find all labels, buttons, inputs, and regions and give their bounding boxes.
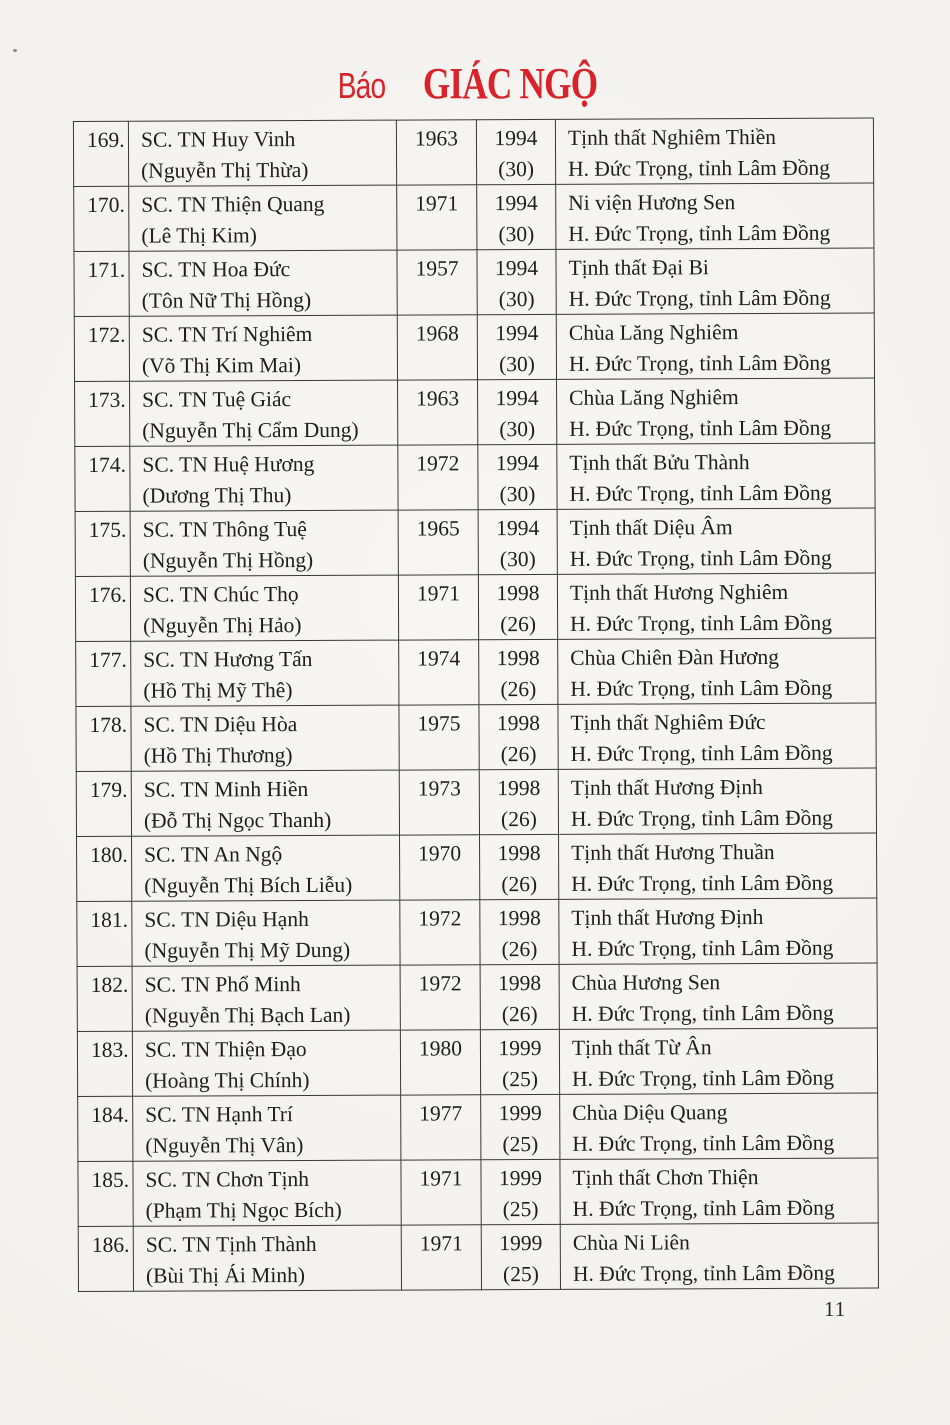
birth-year: 1980: [418, 1036, 462, 1061]
dharma-name: SC. TN Chơn Tịnh: [145, 1166, 310, 1192]
years-count: (26): [501, 871, 538, 896]
years-count: (30): [498, 286, 535, 311]
lay-name: (Nguyễn Thị Mỹ Dung): [144, 937, 351, 963]
cell-ordination-year: [478, 379, 557, 444]
ordination-year: 1999: [498, 1165, 543, 1191]
birth-year: 1971: [419, 1166, 463, 1191]
cell-birth-year: [400, 835, 480, 900]
ordination-year: 1999: [498, 1035, 542, 1061]
table-row: [76, 638, 876, 706]
temple-location: H. Đức Trọng, tỉnh Lâm Đồng: [570, 805, 833, 831]
dharma-name: SC. TN Minh Hiền: [143, 776, 309, 802]
logo-title: GIÁC NGỘ: [422, 59, 598, 108]
cell-name: [132, 965, 400, 1031]
table-row: [75, 508, 875, 576]
cell-ordinal: [76, 706, 131, 771]
table-row: [76, 768, 876, 836]
lay-name: (Dương Thị Thu): [142, 482, 292, 508]
lay-name: (Nguyễn Thị Hảo): [143, 612, 302, 638]
temple-name: Chùa Chiên Đàn Hương: [570, 644, 780, 670]
cell-birth-year: [400, 1030, 480, 1095]
cell-birth-year: [401, 1160, 481, 1225]
cell-birth-year: [399, 705, 479, 770]
temple-location: H. Đức Trọng, tỉnh Lâm Đồng: [568, 285, 831, 311]
newspaper-logo: [0, 58, 950, 109]
table-row: [78, 1158, 878, 1226]
table-row: [77, 1028, 877, 1096]
dharma-name: SC. TN Phổ Minh: [144, 972, 301, 997]
years-count: (25): [502, 1261, 539, 1286]
years-count: (25): [502, 1196, 539, 1221]
cell-name: [133, 1095, 401, 1161]
ordination-year: 1998: [498, 970, 542, 996]
scan-speck: [13, 49, 17, 52]
lay-name: (Hoàng Thị Chính): [145, 1067, 310, 1093]
table-row: [78, 1093, 878, 1161]
cell-ordination-year: [477, 249, 556, 314]
birth-year: 1970: [418, 841, 462, 866]
cell-ordinal: [77, 1031, 132, 1096]
cell-birth-year: [398, 445, 478, 510]
birth-year: 1972: [418, 906, 462, 931]
years-count: (30): [499, 481, 536, 506]
cell-temple: [558, 638, 876, 704]
ordination-year: 1994: [494, 190, 538, 216]
cell-ordinal: [73, 121, 128, 186]
ordinal-number: 175.: [88, 517, 127, 542]
cell-ordination-year: [478, 574, 557, 639]
dharma-name: SC. TN Trí Nghiêm: [141, 321, 313, 347]
temple-name: Tịnh thất Nghiêm Đức: [570, 709, 766, 735]
cell-ordinal: [74, 186, 129, 251]
ordinal-number: 171.: [87, 257, 126, 282]
lay-name: (Nguyễn Thị Hồng): [142, 547, 314, 573]
cell-temple: [556, 248, 874, 314]
years-count: (26): [501, 936, 538, 961]
years-count: (26): [501, 1001, 538, 1026]
cell-ordination-year: [480, 899, 559, 964]
lay-name: (Nguyễn Thị Vân): [145, 1132, 304, 1158]
cell-ordinal: [77, 836, 132, 901]
cell-name: [130, 380, 398, 446]
years-count: (25): [502, 1066, 539, 1091]
cell-ordinal: [78, 1096, 133, 1161]
temple-location: H. Đức Trọng, tỉnh Lâm Đồng: [571, 935, 834, 961]
dharma-name: SC. TN Tịnh Thành: [145, 1231, 317, 1257]
cell-temple: [556, 183, 874, 249]
cell-ordination-year: [478, 509, 557, 574]
cell-temple: [557, 508, 875, 574]
ordinal-number: 173.: [88, 387, 126, 412]
cell-temple: [558, 703, 876, 769]
cell-birth-year: [397, 315, 477, 380]
dharma-name: SC. TN Thiện Đạo: [144, 1037, 307, 1062]
ordinal-number: 186.: [91, 1232, 130, 1257]
cell-birth-year: [399, 640, 479, 705]
years-count: (26): [500, 741, 537, 766]
ordinal-number: 172.: [87, 322, 126, 347]
cell-birth-year: [401, 1225, 481, 1290]
table-row: [75, 573, 875, 641]
table-row: [75, 378, 875, 446]
temple-location: H. Đức Trọng, tỉnh Lâm Đồng: [568, 350, 831, 376]
cell-ordination-year: [477, 184, 556, 249]
cell-name: [131, 705, 399, 771]
birth-year: 1963: [416, 386, 460, 411]
birth-year: 1965: [416, 516, 460, 541]
temple-name: Tịnh thất Diệu Âm: [569, 515, 733, 540]
ordination-year: 1998: [496, 645, 540, 671]
ordination-year: 1998: [497, 840, 541, 866]
dharma-name: SC. TN Hoa Đức: [141, 257, 291, 282]
cell-ordinal: [75, 446, 130, 511]
lay-name: (Lê Thị Kim): [141, 222, 257, 248]
cell-ordinal: [77, 966, 132, 1031]
cell-name: [133, 1160, 401, 1226]
ordinal-number: 185.: [91, 1167, 130, 1192]
birth-year: 1975: [417, 711, 461, 736]
logo-prefix: Báo: [337, 65, 386, 106]
ordinal-number: 184.: [91, 1102, 129, 1127]
cell-ordinal: [74, 316, 129, 381]
temple-name: Chùa Lăng Nghiêm: [568, 320, 739, 345]
temple-name: Tịnh thất Chơn Thiện: [572, 1165, 759, 1190]
cell-temple: [560, 1158, 878, 1224]
lay-name: (Bùi Thị Ái Minh): [145, 1262, 306, 1288]
temple-location: H. Đức Trọng, tỉnh Lâm Đồng: [571, 1000, 834, 1026]
ordinal-number: 176.: [88, 582, 127, 607]
cell-birth-year: [401, 1095, 481, 1160]
dharma-name: SC. TN An Ngộ: [144, 842, 283, 867]
cell-ordinal: [75, 511, 130, 576]
cell-ordinal: [77, 901, 132, 966]
table-row: [77, 833, 877, 901]
cell-name: [130, 575, 398, 641]
temple-name: Tịnh thất Bửu Thành: [569, 450, 750, 475]
cell-ordination-year: [477, 314, 556, 379]
lay-name: (Nguyễn Thị Bạch Lan): [144, 1002, 351, 1028]
cell-birth-year: [398, 575, 478, 640]
ordinal-number: 183.: [90, 1037, 129, 1062]
birth-year: 1972: [416, 451, 460, 476]
cell-ordination-year: [481, 1224, 560, 1289]
ordinal-number: 170.: [87, 192, 125, 217]
cell-birth-year: [397, 250, 477, 315]
temple-name: Tịnh thất Hương Nghiêm: [569, 579, 789, 605]
dharma-name: SC. TN Diệu Hòa: [143, 712, 298, 737]
cell-name: [131, 640, 399, 706]
lay-name: (Nguyễn Thị Cẩm Dung): [142, 417, 359, 443]
cell-temple: [559, 1028, 877, 1094]
cell-ordination-year: [476, 119, 555, 184]
years-count: (30): [499, 416, 536, 441]
cell-ordination-year: [480, 964, 559, 1029]
cell-ordination-year: [481, 1159, 560, 1224]
cell-name: [133, 1225, 401, 1291]
temple-location: H. Đức Trọng, tỉnh Lâm Đồng: [570, 610, 833, 636]
cell-ordinal: [78, 1161, 133, 1226]
cell-temple: [559, 963, 877, 1029]
years-count: (30): [498, 156, 535, 181]
cell-birth-year: [396, 120, 476, 185]
cell-ordinal: [78, 1226, 133, 1291]
ordination-year: 1998: [496, 710, 541, 736]
ordinal-number: 182.: [90, 972, 129, 997]
ordination-year: 1994: [495, 385, 539, 411]
birth-year: 1971: [415, 191, 459, 216]
lay-name: (Nguyễn Thị Bích Liễu): [144, 872, 353, 898]
ordination-year: 1994: [494, 255, 539, 281]
roster-table-wrap: [73, 118, 878, 1292]
ordination-year: 1994: [494, 125, 538, 151]
temple-name: Chùa Diệu Quang: [572, 1100, 728, 1125]
cell-name: [129, 185, 397, 251]
birth-year: 1971: [419, 1231, 463, 1256]
temple-name: Tịnh thất Hương Thuần: [571, 839, 775, 865]
cell-name: [130, 510, 398, 576]
years-count: (30): [498, 221, 535, 246]
lay-name: (Phạm Thị Ngọc Bích): [145, 1197, 342, 1223]
table-row: [74, 183, 874, 251]
cell-name: [132, 900, 400, 966]
cell-name: [131, 770, 399, 836]
cell-birth-year: [400, 900, 480, 965]
page-number: 11: [824, 1297, 847, 1321]
cell-temple: [557, 443, 875, 509]
dharma-name: SC. TN Hương Tấn: [143, 646, 313, 672]
temple-location: H. Đức Trọng, tỉnh Lâm Đồng: [568, 155, 831, 181]
birth-year: 1974: [417, 646, 461, 671]
years-count: (26): [500, 806, 537, 831]
ordinal-number: 181.: [90, 907, 129, 932]
temple-location: H. Đức Trọng, tỉnh Lâm Đồng: [570, 675, 833, 701]
temple-name: Tịnh thất Hương Định: [570, 775, 763, 800]
cell-temple: [558, 768, 876, 834]
cell-name: [129, 250, 397, 316]
temple-location: H. Đức Trọng, tỉnh Lâm Đồng: [572, 1130, 835, 1156]
dharma-name: SC. TN Thông Tuệ: [142, 516, 307, 542]
cell-ordination-year: [480, 834, 559, 899]
temple-location: H. Đức Trọng, tỉnh Lâm Đồng: [569, 545, 832, 571]
temple-name: Chùa Ni Liên: [572, 1230, 690, 1255]
ordination-year: 1998: [496, 580, 540, 606]
cell-name: [129, 315, 397, 381]
lay-name: (Nguyễn Thị Thừa): [141, 157, 309, 183]
dharma-name: SC. TN Tuệ Giác: [142, 387, 292, 412]
birth-year: 1972: [418, 971, 462, 996]
temple-name: Tịnh thất Từ Ân: [571, 1035, 712, 1060]
birth-year: 1971: [416, 581, 461, 606]
table-row: [74, 248, 874, 316]
ordination-year: 1999: [498, 1100, 542, 1126]
cell-ordinal: [75, 381, 130, 446]
cell-birth-year: [398, 380, 478, 445]
ordination-year: 1994: [496, 515, 540, 541]
table-row: [77, 898, 877, 966]
cell-ordinal: [75, 576, 130, 641]
cell-temple: [560, 1223, 878, 1289]
cell-ordination-year: [479, 639, 558, 704]
ordination-year: 1999: [499, 1230, 543, 1256]
cell-birth-year: [398, 510, 478, 575]
cell-ordination-year: [479, 769, 558, 834]
years-count: (26): [500, 676, 537, 701]
temple-name: Tịnh thất Hương Định: [571, 905, 764, 930]
cell-name: [130, 445, 398, 511]
temple-location: H. Đức Trọng, tỉnh Lâm Đồng: [572, 1260, 835, 1286]
ordinal-number: 179.: [89, 777, 128, 802]
temple-location: H. Đức Trọng, tỉnh Lâm Đồng: [572, 1065, 835, 1091]
cell-temple: [559, 833, 877, 899]
years-count: (30): [499, 546, 536, 571]
roster-table: [73, 118, 879, 1292]
birth-year: 1977: [419, 1101, 463, 1126]
lay-name: (Hồ Thị Thương): [143, 742, 293, 768]
dharma-name: SC. TN Chúc Thọ: [142, 582, 299, 607]
lay-name: (Đỗ Thị Ngọc Thanh): [143, 807, 332, 833]
cell-temple: [555, 118, 873, 184]
birth-year: 1963: [414, 126, 459, 151]
lay-name: (Hồ Thị Mỹ Thê): [143, 677, 293, 703]
cell-name: [132, 1030, 400, 1096]
cell-temple: [557, 573, 875, 639]
table-row: [78, 1223, 878, 1291]
years-count: (30): [498, 351, 535, 376]
ordination-year: 1998: [497, 775, 541, 801]
lay-name: (Tôn Nữ Thị Hồng): [141, 287, 312, 313]
temple-name: Tịnh thất Đại Bi: [568, 255, 709, 280]
temple-name: Chùa Lăng Nghiêm: [569, 385, 739, 410]
dharma-name: SC. TN Huy Vinh: [140, 127, 296, 152]
table-row: [75, 443, 875, 511]
cell-birth-year: [397, 185, 477, 250]
cell-birth-year: [399, 770, 479, 835]
cell-ordination-year: [479, 704, 558, 769]
dharma-name: SC. TN Diệu Hạnh: [144, 906, 309, 932]
ordination-year: 1994: [495, 450, 539, 476]
cell-ordination-year: [478, 444, 557, 509]
cell-temple: [556, 313, 874, 379]
cell-name: [128, 120, 396, 186]
table-row: [77, 963, 877, 1031]
years-count: (26): [500, 611, 537, 636]
ordinal-number: 178.: [89, 712, 128, 737]
ordinal-number: 174.: [88, 452, 127, 477]
cell-temple: [559, 898, 877, 964]
ordinal-number: 169.: [86, 127, 125, 152]
temple-name: Chùa Hương Sen: [571, 970, 721, 995]
table-row: [76, 703, 876, 771]
dharma-name: SC. TN Thiện Quang: [141, 191, 325, 217]
table-row: [74, 313, 874, 381]
cell-name: [132, 835, 400, 901]
birth-year: 1973: [417, 776, 461, 801]
birth-year: 1957: [415, 256, 459, 281]
temple-location: H. Đức Trọng, tỉnh Lâm Đồng: [571, 870, 834, 896]
temple-location: H. Đức Trọng, tỉnh Lâm Đồng: [568, 220, 831, 246]
temple-location: H. Đức Trọng, tỉnh Lâm Đồng: [569, 480, 832, 506]
temple-name: Ni viện Hương Sen: [568, 190, 736, 215]
table-row: [73, 118, 873, 186]
ordination-year: 1998: [497, 905, 541, 931]
temple-location: H. Đức Trọng, tỉnh Lâm Đồng: [569, 415, 832, 441]
lay-name: (Võ Thị Kim Mai): [141, 352, 302, 378]
cell-ordinal: [74, 251, 129, 316]
cell-ordinal: [76, 641, 131, 706]
cell-ordinal: [76, 771, 131, 836]
ordinal-number: 177.: [89, 647, 127, 672]
ordinal-number: 180.: [90, 842, 128, 867]
dharma-name: SC. TN Huệ Hương: [142, 451, 315, 477]
birth-year: 1968: [415, 321, 459, 346]
cell-ordination-year: [481, 1094, 560, 1159]
temple-location: H. Đức Trọng, tỉnh Lâm Đồng: [570, 740, 833, 766]
cell-birth-year: [400, 965, 480, 1030]
cell-temple: [560, 1093, 878, 1159]
cell-temple: [557, 378, 875, 444]
ordination-year: 1994: [495, 320, 539, 346]
temple-name: Tịnh thất Nghiêm Thiền: [567, 124, 777, 150]
dharma-name: SC. TN Hạnh Trí: [145, 1102, 294, 1127]
temple-location: H. Đức Trọng, tỉnh Lâm Đồng: [572, 1195, 835, 1221]
years-count: (25): [502, 1131, 539, 1156]
cell-ordination-year: [480, 1029, 559, 1094]
